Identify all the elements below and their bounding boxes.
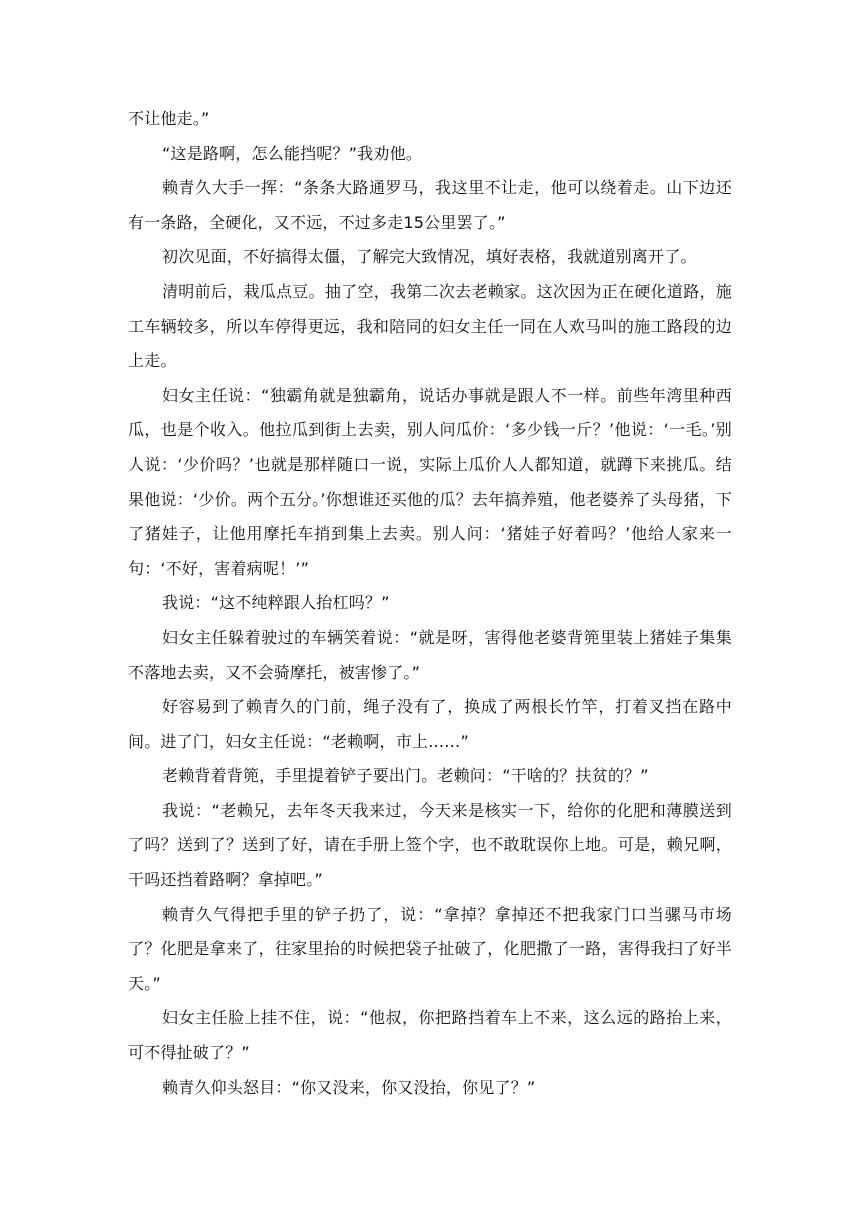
paragraph-13: 妇女主任脸上挂不住，说：“他叔，你把路挡着车上不来，这么远的路抬上来，可不得扯破了？” — [128, 1008, 732, 1063]
paragraph-5: 清明前后，栽瓜点豆。抽了空，我第二次去老赖家。这次因为正在硬化道路，施工车辆较多，所以车停得更远，我和陪同的妇女主任一同在人欢马叫的施工路段的边上走。 — [128, 281, 732, 371]
paragraph-2: “这是路啊，怎么能挡呢？”我劝他。 — [162, 143, 422, 163]
paragraph-1: 不让他走。” — [128, 109, 210, 128]
paragraph-14: 赖青久仰头怒目：“你又没来，你又没抬，你见了？” — [162, 1077, 536, 1097]
document-body — [128, 102, 732, 1105]
paragraph-3: 赖青久大手一挥：“条条大路通罗马，我这里不让走，他可以绕着走。山下边还有一条路，全硬化，又不远，不过多走15公里罢了。” — [128, 178, 732, 232]
paragraph-7: 我说：“这不纯粹跟人抬杠吗？” — [162, 593, 390, 613]
paragraph-11: 我说：“老赖兄，去年冬天我来过，今天来是核实一下，给你的化肥和薄膜送到了吗？送到了？送到了好，请在手册上签个字，也不敢耽误你上地。可是，赖兄啊，干吗还挡着路啊？拿掉吧。” — [128, 800, 732, 890]
paragraph-10: 老赖背着背篼，手里提着铲子要出门。老赖问：“干啥的？扶贫的？” — [162, 766, 649, 786]
paragraph-6: 妇女主任说：“独霸角就是独霸角，说话办事就是跟人不一样。前些年湾里种西瓜，也是个收入。他拉瓜到街上去卖，别人问瓜价：‘多少钱一斤？’他说：‘一毛。’别人说：‘少价吗？’也就是那样随口一说，实际上瓜价人人都知道，就蹲下来挑瓜。结果他说：‘少价。两个五分。’你想谁还买他的瓜？去年搞养殖，他老婆养了头母猪，下了猪娃子，让他用摩托车捎到集上去卖。别人问：‘猪娃子好着吗？’他给人家来一句：‘不好，害着病呢！’” — [128, 385, 732, 578]
paragraph-9: 好容易到了赖青久的门前，绳子没有了，换成了两根长竹竿，打着叉挡在路中间。进了门，妇女主任说：“老赖啊，市上……” — [128, 697, 732, 751]
paragraph-12: 赖青久气得把手里的铲子扔了，说：“拿掉？拿掉还不把我家门口当骡马市场了？化肥是拿来了，往家里抬的时候把袋子扯破了，化肥撒了一路，害得我扫了好半天。” — [128, 904, 732, 993]
paragraph-4: 初次见面，不好搞得太僵，了解完大致情况，填好表格，我就道别离开了。 — [162, 247, 697, 267]
paragraph-8: 妇女主任躲着驶过的车辆笑着说：“就是呀，害得他老婆背篼里装上猪娃子集集不落地去卖，又不会骑摩托，被害惨了。” — [128, 627, 732, 682]
